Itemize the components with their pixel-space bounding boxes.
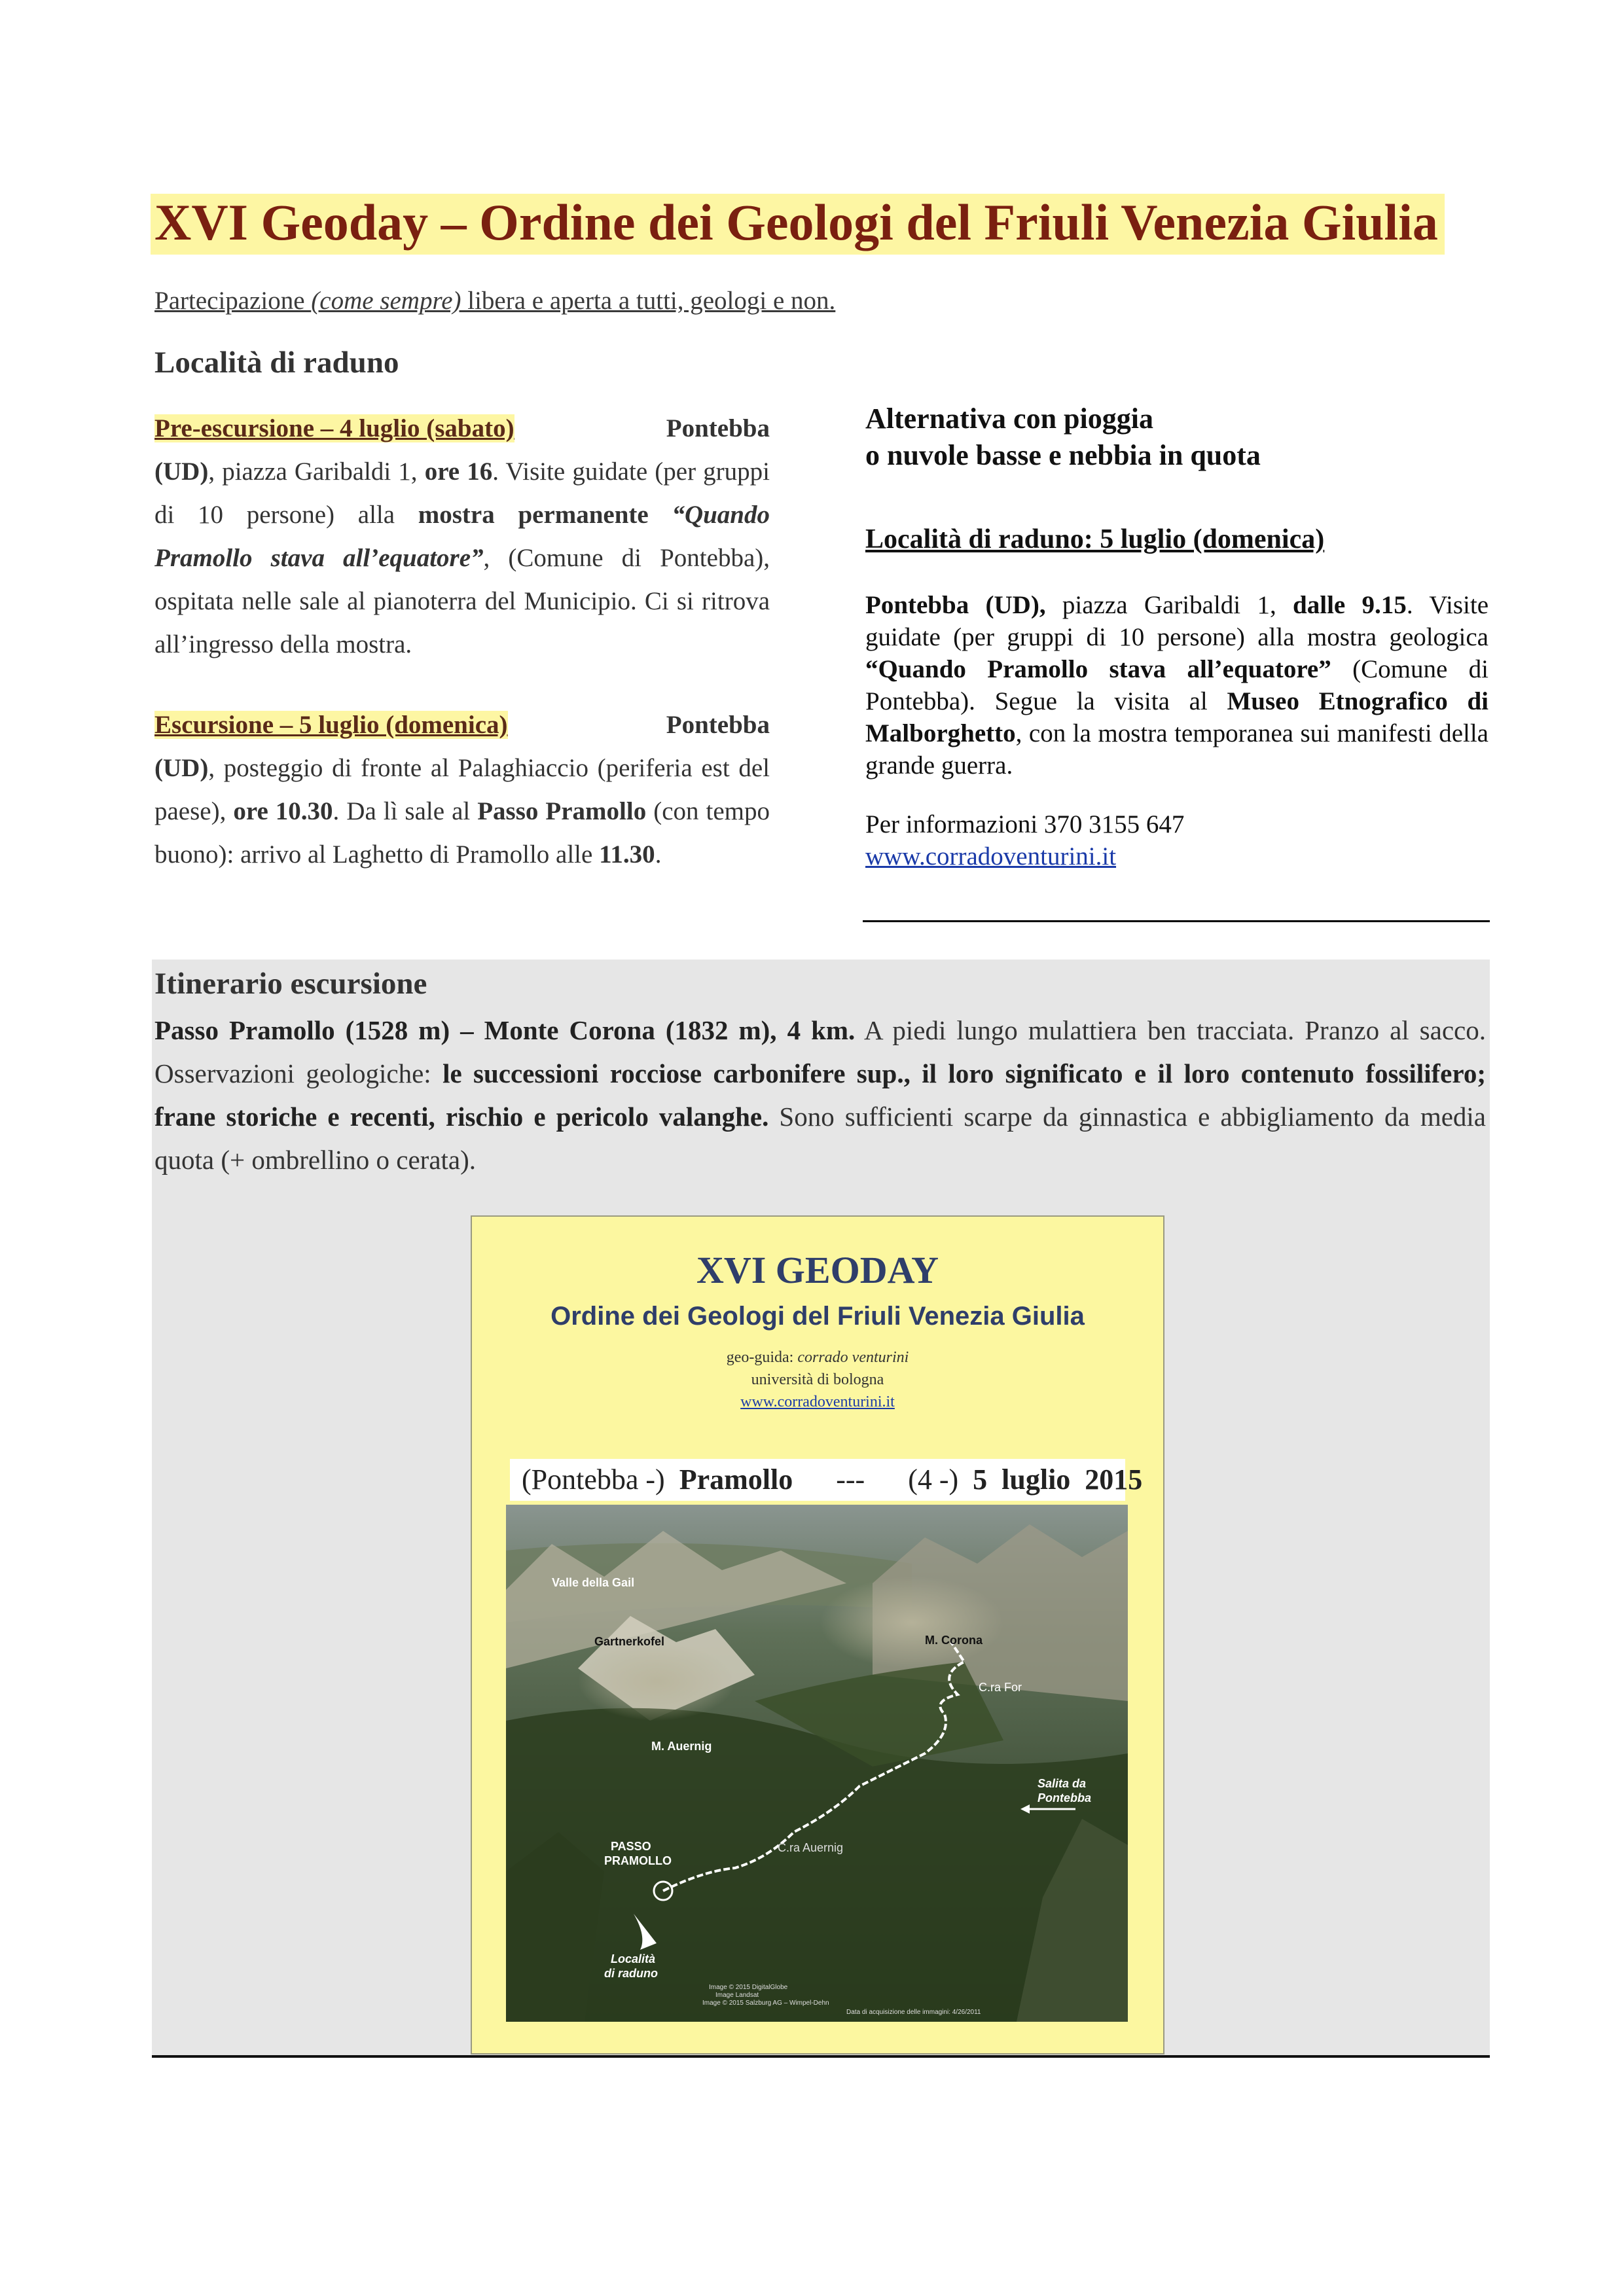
map-label: M. Corona xyxy=(925,1634,983,1647)
pre-escursione-heading: Pre-escursione – 4 luglio (sabato) xyxy=(154,414,514,442)
divider xyxy=(152,2055,1490,2058)
alternativa-raduno: Località di raduno: 5 luglio (domenica) xyxy=(865,524,1325,554)
poster-website[interactable]: www.corradoventurini.it xyxy=(740,1393,895,1410)
escursione-heading: Escursione – 5 luglio (domenica) xyxy=(154,711,508,739)
geoday-poster xyxy=(471,1215,1164,2054)
satellite-map xyxy=(506,1505,1128,2022)
divider xyxy=(863,920,1490,922)
map-credit: Image Landsat xyxy=(715,1992,759,1999)
map-label: di raduno xyxy=(604,1967,658,1980)
map-label: C.ra Auernig xyxy=(778,1841,844,1854)
escursione-paragraph: Pontebba Escursione – 5 luglio (domenica) (UD), posteggio di fronte al Palaghiaccio (periferia est del paese), ore 10.30. Da lì sale al Passo Pramollo (con tempo buono): arrivo al Laghetto di Pramollo alle 11.30. xyxy=(154,704,770,876)
website-link[interactable]: www.corradoventurini.it xyxy=(865,842,1117,870)
place-name: Pontebba xyxy=(666,414,770,442)
map-label: Salita da xyxy=(1038,1777,1087,1790)
map-credit: Image © 2015 Salzburg AG – Wimpel-Dehn xyxy=(702,2000,829,2007)
info-block xyxy=(865,808,1489,872)
itinerario-title: Itinerario escursione xyxy=(154,967,427,1001)
map-label: Pontebba xyxy=(1038,1791,1092,1804)
poster-university: università di bologna xyxy=(751,1371,884,1388)
intro-line: Partecipazione (come sempre) libera e aperta a tutti, geologi e non. xyxy=(154,287,836,315)
poster-date-bar: (Pontebba -) Pramollo --- (4 -) 5 luglio 2015 xyxy=(510,1459,1125,1501)
pre-escursione-paragraph: Pontebba Pre-escursione – 4 luglio (sabato) (UD), piazza Garibaldi 1, ore 16. Visite guidate (per gruppi di 10 persone) alla mostra permanente “Quando Pramollo stava all’equatore”, (Comune di Pontebba), ospitata nelle sale al pianoterra del Municipio. Ci si ritrova all’ingresso della mostra. xyxy=(154,407,770,666)
map-label: Valle della Gail xyxy=(552,1576,635,1589)
poster-subtitle: Ordine dei Geologi del Friuli Venezia Giulia xyxy=(550,1302,1085,1331)
map-label: PRAMOLLO xyxy=(604,1854,672,1867)
map-label: Località xyxy=(611,1952,656,1965)
map-label: Gartnerkofel xyxy=(594,1635,665,1648)
map-credit: Image © 2015 DigitalGlobe xyxy=(709,1984,788,1991)
alternativa-body: Pontebba (UD), piazza Garibaldi 1, dalle 9.15. Visite guidate (per gruppi di 10 persone) alla mostra geologica “Quando Pramollo stava all’equatore” (Comune di Pontebba). Segue la visita al Museo Etnografico di Malborghetto, con la mostra temporanea sui manifesti della grande guerra. xyxy=(865,591,1489,780)
poster-guide: geo-guida: corrado venturini xyxy=(726,1349,909,1366)
map-label: C.ra For xyxy=(979,1681,1022,1694)
info-phone: Per informazioni 370 3155 647 xyxy=(865,810,1185,838)
map-label: M. Auernig xyxy=(651,1740,712,1753)
map-credit: Data di acquisizione delle immagini: 4/26/2011 xyxy=(846,2009,981,2016)
poster-title: XVI GEODAY xyxy=(696,1249,939,1291)
alternativa-title: Alternativa con pioggia o nuvole basse e nebbia in quota xyxy=(865,403,1261,471)
page-title: XVI Geoday – Ordine dei Geologi del Friuli Venezia Giulia xyxy=(151,190,1487,255)
place-name: Pontebba xyxy=(666,711,770,739)
map-label: PASSO xyxy=(611,1840,651,1853)
section-title-raduno: Località di raduno xyxy=(154,346,399,380)
itinerario-text: Passo Pramollo (1528 m) – Monte Corona (1832 m), 4 km. A piedi lungo mulattiera ben tracciata. Pranzo al sacco. Osservazioni geologiche: le successioni rocciose carbonifere sup., il loro significato e il loro contenuto fossilifero; frane storiche e recenti, rischio e pericolo valanghe. Sono sufficienti scarpe da ginnastica e abbigliamento da media quota (+ ombrellino o cerata). xyxy=(154,1015,1486,1175)
